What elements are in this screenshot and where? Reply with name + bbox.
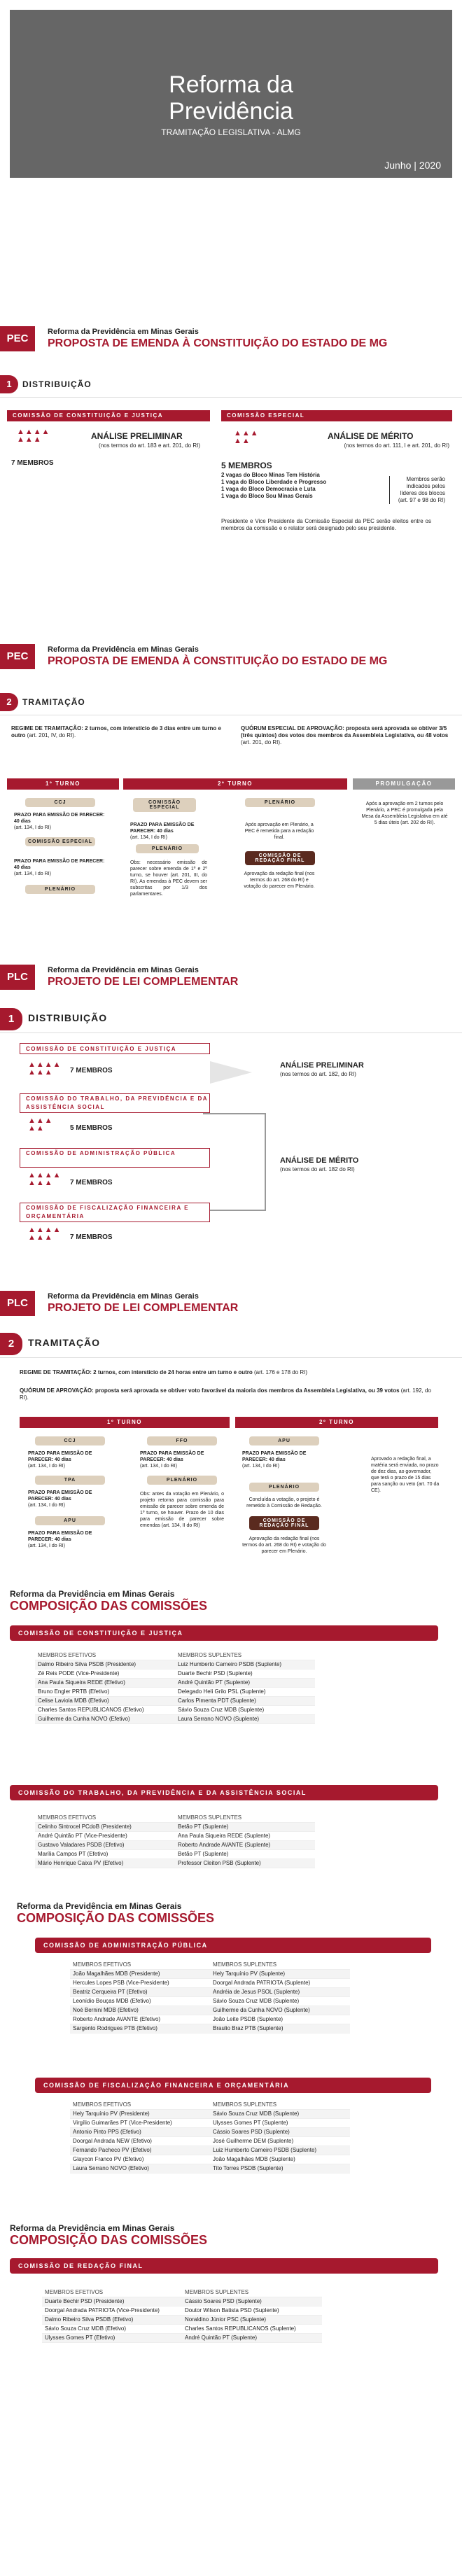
plenario3-text: Após aprovação em Plenário, a PEC é remetida para a redação final. bbox=[244, 822, 314, 840]
member-cell: Glaycon Franco PV (Efetivo) bbox=[70, 2155, 210, 2164]
plc-ccj-people: ▲▲▲▲ ▲▲▲ bbox=[28, 1060, 62, 1077]
table-row bbox=[42, 2297, 322, 2306]
table-row bbox=[42, 2315, 322, 2324]
member-cell: Gustavo Valadares PSDB (Efetivo) bbox=[35, 1840, 175, 1849]
plc-regime: REGIME DE TRAMITAÇÃO: 2 turnos, com interstício de 24 horas entre um turno e outro (art. 176 e 178 do RI) bbox=[20, 1369, 308, 1376]
member-cell: Cássio Soares PSD (Suplente) bbox=[182, 2297, 322, 2306]
special-ref: (art. 134, I do RI) bbox=[14, 872, 51, 876]
table-row bbox=[35, 1696, 315, 1705]
commission-ccj-table bbox=[35, 1651, 315, 1724]
commission-redacao-table bbox=[42, 2288, 322, 2343]
composition-title: COMPOSIÇÃO DAS COMISSÕES bbox=[17, 1911, 215, 1925]
member-cell: Zé Reis PODE (Vice-Presidente) bbox=[35, 1669, 175, 1678]
redacao-final-text: Aprovação da redação final (nos termos do art. 268 do RI) e votação do parecer em Plenário. bbox=[244, 872, 315, 889]
pec-tramitacao-header bbox=[0, 638, 462, 675]
member-cell: Noé Bernini MDB (Efetivo) bbox=[70, 2005, 210, 2015]
plc-admin-members: 7 MEMBROS bbox=[70, 1179, 113, 1186]
turno1-bar: 1º TURNO bbox=[7, 778, 119, 790]
plc-redacao-text: Aprovação da redação final (nos termos do art. 268 do RI) e votação do parecer em Plenário. bbox=[242, 1536, 326, 1554]
regime-text: REGIME DE TRAMITAÇÃO: 2 turnos, com interstício de 3 dias entre um turno e outro (art. 201, IV, do RI). bbox=[11, 725, 221, 738]
member-cell: João Magalhães MDB (Presidente) bbox=[70, 1969, 210, 1978]
composition-header-3 bbox=[10, 2223, 452, 2247]
special-analysis-note: (nos termos do art. 111, I e art. 201, do RI) bbox=[344, 442, 449, 449]
member-cell: Hely Tarquínio PV (Presidente) bbox=[70, 2109, 210, 2118]
table-row bbox=[70, 2118, 350, 2127]
member-cell: Sargento Rodrigues PTB (Efetivo) bbox=[70, 2024, 210, 2033]
member-cell: André Quintão PT (Suplente) bbox=[175, 1678, 315, 1687]
member-cell: Ana Paula Siqueira REDE (Suplente) bbox=[175, 1831, 315, 1840]
member-cell: João Leite PSDB (Suplente) bbox=[210, 2015, 350, 2024]
member-cell: Fernando Pacheco PV (Efetivo) bbox=[70, 2146, 210, 2155]
plc-merit-note: (nos termos do art. 182 do RI) bbox=[280, 1166, 355, 1172]
member-cell: Laura Serrano NOVO (Suplente) bbox=[175, 1714, 315, 1723]
member-cell: Bruno Engler PRTB (Efetivo) bbox=[35, 1687, 175, 1696]
ccj-analysis-note: (nos termos do art. 183 e art. 201, do RI) bbox=[99, 442, 200, 449]
member-cell: Delegado Heli Grilo PSL (Suplente) bbox=[175, 1687, 315, 1696]
table-row bbox=[35, 1831, 315, 1840]
special2-ref: (art. 134, I do RI) bbox=[130, 835, 167, 840]
table-row bbox=[35, 1705, 315, 1714]
member-cell: Doorgal Andrada PATRIOTA (Suplente) bbox=[210, 1978, 350, 1987]
member-cell: Noraldino Júnior PSC (Suplente) bbox=[182, 2315, 322, 2324]
member-cell: Doorgal Andrada PATRIOTA (Vice-Presidente) bbox=[42, 2306, 182, 2315]
commission-trabalho-bar: COMISSÃO DO TRABALHO, DA PREVIDÊNCIA E DA ASSISTÊNCIA SOCIAL bbox=[10, 1785, 438, 1800]
step-number: 1 bbox=[0, 375, 18, 393]
step-distribution bbox=[0, 372, 462, 398]
member-cell: Antonio Pinto PPS (Efetivo) bbox=[70, 2127, 210, 2136]
plc-ccj-bar: COMISSÃO DE CONSTITUIÇÃO E JUSTIÇA bbox=[20, 1043, 210, 1054]
step-number: 1 bbox=[0, 1008, 22, 1030]
member-cell: Carlos Pimenta PDT (Suplente) bbox=[175, 1696, 315, 1705]
column-header: MEMBROS SUPLENTES bbox=[210, 2100, 350, 2109]
composition-header bbox=[10, 1589, 452, 1613]
member-cell: Doorgal Andrada NEW (Efetivo) bbox=[70, 2136, 210, 2146]
plc-apu2-deadline: PRAZO PARA EMISSÃO DE PARECER: 40 dias bbox=[242, 1451, 307, 1462]
plenario3-pill: PLENÁRIO bbox=[245, 798, 315, 807]
plc-tpa-pill: TPA bbox=[35, 1476, 105, 1485]
plc-prelim-note: (nos termos do art. 182, do RI) bbox=[280, 1071, 356, 1077]
turno2-bar: 2º TURNO bbox=[123, 778, 347, 790]
plc-ffo-deadline: PRAZO PARA EMISSÃO DE PARECER: 40 dias bbox=[140, 1451, 204, 1462]
plenario2-pill: PLENÁRIO bbox=[136, 844, 199, 853]
redacao-final-pill: COMISSÃO DE REDAÇÃO FINAL bbox=[245, 851, 315, 865]
table-row bbox=[70, 2005, 350, 2015]
table-row bbox=[70, 1996, 350, 2005]
member-cell: Tito Torres PSDB (Suplente) bbox=[210, 2164, 350, 2173]
member-cell: Marília Campos PT (Efetivo) bbox=[35, 1849, 175, 1858]
pec-distribution-header bbox=[0, 321, 462, 357]
quorum-text: QUÓRUM ESPECIAL DE APROVAÇÃO: proposta será aprovada se obtiver 3/5 (três quintos) dos votos dos membros da Assembleia Legislativa, ou 48 votos (art. 201, do RI). bbox=[241, 725, 449, 746]
table-row bbox=[42, 2324, 322, 2333]
member-cell: Hercules Lopes PSB (Vice-Presidente) bbox=[70, 1978, 210, 1987]
plenario-pill: PLENÁRIO bbox=[25, 885, 95, 894]
promulgacao-text: Após a aprovação em 2 turnos pelo Plenário, a PEC é promulgada pela Mesa da Assembleia Legislativa em até 5 dias úteis (art. 202 do RI). bbox=[361, 802, 448, 825]
table-row bbox=[70, 1969, 350, 1978]
table-row bbox=[70, 2146, 350, 2155]
plc-ccj-members: 7 MEMBROS bbox=[70, 1067, 113, 1074]
composition-title: COMPOSIÇÃO DAS COMISSÕES bbox=[10, 1599, 208, 1613]
commission-trabalho-table bbox=[35, 1813, 315, 1868]
member-cell: Mário Henrique Caixa PV (Efetivo) bbox=[35, 1858, 175, 1868]
composition-kicker: Reforma da Previdência em Minas Gerais bbox=[10, 2223, 175, 2233]
table-header-row bbox=[35, 1651, 315, 1660]
step-label: DISTRIBUIÇÃO bbox=[22, 379, 92, 389]
composition-kicker: Reforma da Previdência em Minas Gerais bbox=[17, 1901, 182, 1911]
column-header: MEMBROS SUPLENTES bbox=[210, 1960, 350, 1969]
commission-ffo-table bbox=[70, 2100, 350, 2174]
member-cell: André Quintão PT (Vice-Presidente) bbox=[35, 1831, 175, 1840]
table-header-row bbox=[70, 2100, 350, 2109]
plc-apu-deadline: PRAZO PARA EMISSÃO DE PARECER: 40 dias bbox=[28, 1531, 92, 1542]
member-cell: Duarte Bechir PSD (Presidente) bbox=[42, 2297, 182, 2306]
section-kicker: Reforma da Previdência em Minas Gerais bbox=[48, 645, 199, 654]
member-cell: Virgílio Guimarães PT (Vice-Presidente) bbox=[70, 2118, 210, 2127]
member-cell: Ana Paula Siqueira REDE (Efetivo) bbox=[35, 1678, 175, 1687]
member-cell: Cássio Soares PSD (Suplente) bbox=[210, 2127, 350, 2136]
member-cell: Ulysses Gomes PT (Suplente) bbox=[210, 2118, 350, 2127]
step-plc-tramitacao bbox=[0, 1330, 462, 1358]
step-number: 2 bbox=[0, 1333, 22, 1355]
step-plc-distribution bbox=[0, 1005, 462, 1033]
plc-turno1: 1º TURNO bbox=[20, 1417, 230, 1428]
merit-bracket bbox=[203, 1113, 266, 1211]
plc-turno2: 2º TURNO bbox=[235, 1417, 438, 1428]
commission-admin-bar: COMISSÃO DE ADMINISTRAÇÃO PÚBLICA bbox=[35, 1938, 431, 1953]
member-cell: Roberto Andrade AVANTE (Suplente) bbox=[175, 1840, 315, 1849]
table-row bbox=[70, 2127, 350, 2136]
table-row bbox=[70, 2109, 350, 2118]
step-label: TRAMITAÇÃO bbox=[22, 697, 85, 707]
member-cell: Sávio Souza Cruz MDB (Suplente) bbox=[210, 2109, 350, 2118]
plc-apu-pill: APU bbox=[35, 1516, 105, 1525]
table-row bbox=[70, 2015, 350, 2024]
plc-apu2-pill: APU bbox=[249, 1436, 319, 1446]
special-deadline: PRAZO PARA EMISSÃO DE PARECER: 40 dias bbox=[14, 859, 105, 870]
plc-ccj-ref: (art. 134, I do RI) bbox=[28, 1464, 65, 1469]
cover-date: Junho | 2020 bbox=[384, 160, 441, 171]
column-header: MEMBROS SUPLENTES bbox=[175, 1651, 315, 1660]
table-row bbox=[70, 2164, 350, 2173]
member-cell: Braulio Braz PTB (Suplente) bbox=[210, 2024, 350, 2033]
section-title: PROJETO DE LEI COMPLEMENTAR bbox=[48, 1302, 239, 1314]
member-cell: Beatriz Cerqueira PT (Efetivo) bbox=[70, 1987, 210, 1996]
member-cell: Sávio Souza Cruz MDB (Suplente) bbox=[175, 1705, 315, 1714]
special-people-icons: ▲▲▲ ▲▲ bbox=[234, 429, 259, 445]
ccj-deadline: PRAZO PARA EMISSÃO DE PARECER: 40 dias bbox=[14, 813, 105, 824]
section-kicker: Reforma da Previdência em Minas Gerais bbox=[48, 966, 199, 974]
special2-pill: COMISSÃO ESPECIAL bbox=[133, 798, 196, 812]
table-row bbox=[70, 2155, 350, 2164]
member-cell: Sávio Souza Cruz MDB (Suplente) bbox=[210, 1996, 350, 2005]
table-row bbox=[35, 1669, 315, 1678]
column-header: MEMBROS EFETIVOS bbox=[70, 2100, 210, 2109]
cover-title: Reforma da Previdência bbox=[169, 71, 293, 125]
pec-tag: PEC bbox=[0, 326, 35, 351]
ccj-members: 7 MEMBROS bbox=[11, 459, 54, 467]
member-cell: José Guilherme DEM (Suplente) bbox=[210, 2136, 350, 2146]
member-cell: Guilherme da Cunha NOVO (Suplente) bbox=[210, 2005, 350, 2015]
column-header: MEMBROS EFETIVOS bbox=[35, 1813, 175, 1822]
ccj-ref: (art. 134, I do RI) bbox=[14, 825, 51, 830]
step-tramitacao bbox=[0, 690, 462, 715]
plc-ffo-ref: (art. 134, I do RI) bbox=[140, 1464, 177, 1469]
member-cell: Hely Tarquínio PV (Suplente) bbox=[210, 1969, 350, 1978]
table-row bbox=[35, 1687, 315, 1696]
member-cell: Dalmo Ribeiro Silva PSDB (Presidente) bbox=[35, 1660, 175, 1669]
table-header-row bbox=[70, 1960, 350, 1969]
ccj-bar: COMISSÃO DE CONSTITUIÇÃO E JUSTIÇA bbox=[7, 410, 210, 421]
member-cell: Laura Serrano NOVO (Efetivo) bbox=[70, 2164, 210, 2173]
column-header: MEMBROS EFETIVOS bbox=[70, 1960, 210, 1969]
plc-admin-people: ▲▲▲▲ ▲▲▲ bbox=[28, 1171, 62, 1187]
plc-ffo-members: 7 MEMBROS bbox=[70, 1233, 113, 1241]
member-cell: Charles Santos REPUBLICANOS (Suplente) bbox=[182, 2324, 322, 2333]
plc-quorum: QUÓRUM DE APROVAÇÃO: proposta será aprovada se obtiver voto favorável da maioria dos membros da Assembleia Legislativa, ou 39 votos (art. 192, do RI). bbox=[20, 1387, 431, 1401]
step-label: DISTRIBUIÇÃO bbox=[28, 1012, 108, 1023]
table-row bbox=[35, 1714, 315, 1723]
plc-tramitacao-header bbox=[0, 1285, 462, 1322]
table-row bbox=[70, 2024, 350, 2033]
member-cell: André Quintão PT (Suplente) bbox=[182, 2333, 322, 2342]
plc-tpa-deadline: PRAZO PARA EMISSÃO DE PARECER: 40 dias bbox=[28, 1490, 92, 1502]
member-cell: Betão PT (Suplente) bbox=[175, 1849, 315, 1858]
special-side-note: Membros serão indicados pelos líderes dos blocos (art. 97 e 98 do RI) bbox=[389, 476, 445, 504]
plc-ffo-bar: COMISSÃO DE FISCALIZAÇÃO FINANCEIRA E ORÇAMENTÁRIA bbox=[20, 1203, 210, 1222]
member-cell: João Magalhães MDB (Suplente) bbox=[210, 2155, 350, 2164]
plc-tag: PLC bbox=[0, 965, 35, 990]
member-cell: Celise Laviola MDB (Efetivo) bbox=[35, 1696, 175, 1705]
column-header: MEMBROS EFETIVOS bbox=[35, 1651, 175, 1660]
plc-merit-title: ANÁLISE DE MÉRITO bbox=[280, 1156, 359, 1165]
plc-apu-ref: (art. 134, I do RI) bbox=[28, 1544, 65, 1548]
special-bar: COMISSÃO ESPECIAL bbox=[221, 410, 452, 421]
plc-admin-bar: COMISSÃO DE ADMINISTRAÇÃO PÚBLICA bbox=[20, 1148, 210, 1168]
commission-ffo-bar: COMISSÃO DE FISCALIZAÇÃO FINANCEIRA E ORÇAMENTÁRIA bbox=[35, 2078, 431, 2093]
table-row bbox=[35, 1849, 315, 1858]
composition-title: COMPOSIÇÃO DAS COMISSÕES bbox=[10, 2233, 208, 2247]
plc-plenario-pill: PLENÁRIO bbox=[147, 1476, 217, 1485]
plc-trabalho-bar: COMISSÃO DO TRABALHO, DA PREVIDÊNCIA E DA ASSISTÊNCIA SOCIAL bbox=[20, 1093, 210, 1113]
member-cell: Celinho Sintrocel PCdoB (Presidente) bbox=[35, 1822, 175, 1831]
plc-apu2-ref: (art. 134, I do RI) bbox=[242, 1464, 279, 1469]
plc-ccj-pill: CCJ bbox=[35, 1436, 105, 1446]
member-cell: Leonídio Bouças MDB (Efetivo) bbox=[70, 1996, 210, 2005]
cover-banner bbox=[10, 10, 452, 178]
column-header: MEMBROS SUPLENTES bbox=[182, 2288, 322, 2297]
step-number: 2 bbox=[0, 693, 18, 711]
special-pill: COMISSÃO ESPECIAL bbox=[25, 837, 95, 846]
amendment-note: Obs: necessário emissão de parecer sobre emenda de 1º e 2º turno, se houver (art. 201, III, do RI). As emendas à PEC devem ser subscritas por 1/3 dos parlamentares. bbox=[130, 860, 207, 897]
promulgacao-bar: PROMULGAÇÃO bbox=[353, 778, 455, 790]
member-cell: Guilherme da Cunha NOVO (Efetivo) bbox=[35, 1714, 175, 1723]
member-cell: Doutor Wilson Batista PSD (Suplente) bbox=[182, 2306, 322, 2315]
member-cell: Ulysses Gomes PT (Efetivo) bbox=[42, 2333, 182, 2342]
special-members: 5 MEMBROS bbox=[221, 461, 272, 470]
plc-side-note: Aprovado a redação final, a matéria será enviada, no prazo de dez dias, ao governador, que terá o prazo de 15 dias para sanção ou veto (art. 70 da CE). bbox=[371, 1457, 440, 1493]
plc-tag: PLC bbox=[0, 1291, 35, 1316]
composition-kicker: Reforma da Previdência em Minas Gerais bbox=[10, 1589, 175, 1599]
plc-tpa-ref: (art. 134, I do RI) bbox=[28, 1503, 65, 1508]
column-header: MEMBROS EFETIVOS bbox=[42, 2288, 182, 2297]
table-row bbox=[70, 1987, 350, 1996]
member-cell: Luiz Humberto Carneiro PSDB (Suplente) bbox=[175, 1660, 315, 1669]
arrow-icon bbox=[210, 1061, 252, 1084]
plc-plenario2-pill: PLENÁRIO bbox=[249, 1483, 319, 1492]
section-kicker: Reforma da Previdência em Minas Gerais bbox=[48, 328, 199, 336]
member-cell: Charles Santos REPUBLICANOS (Efetivo) bbox=[35, 1705, 175, 1714]
member-cell: Professor Cleiton PSB (Suplente) bbox=[175, 1858, 315, 1868]
member-cell: Dalmo Ribeiro Silva PSDB (Efetivo) bbox=[42, 2315, 182, 2324]
table-row bbox=[42, 2306, 322, 2315]
commission-redacao-bar: COMISSÃO DE REDAÇÃO FINAL bbox=[10, 2258, 438, 2274]
member-cell: Sávio Souza Cruz MDB (Efetivo) bbox=[42, 2324, 182, 2333]
special-vacancies: 2 vagas do Bloco Minas Tem História 1 vaga do Bloco Liberdade e Progresso 1 vaga do Bloco Democracia e Luta 1 vaga do Bloco Sou Minas Gerais bbox=[221, 472, 327, 499]
section-title: PROJETO DE LEI COMPLEMENTAR bbox=[48, 976, 239, 988]
table-row bbox=[35, 1678, 315, 1687]
member-cell: Betão PT (Suplente) bbox=[175, 1822, 315, 1831]
section-title: PROPOSTA DE EMENDA À CONSTITUIÇÃO DO ESTADO DE MG bbox=[48, 337, 388, 349]
plc-plenario2-text: Concluída a votação, o projeto é remetido à Comissão de Redação. bbox=[246, 1497, 322, 1508]
table-row bbox=[35, 1822, 315, 1831]
section-kicker: Reforma da Previdência em Minas Gerais bbox=[48, 1292, 199, 1301]
table-row bbox=[70, 1978, 350, 1987]
plc-ffo-people: ▲▲▲▲ ▲▲▲ bbox=[28, 1226, 62, 1242]
plc-trabalho-members: 5 MEMBROS bbox=[70, 1124, 113, 1132]
table-header-row bbox=[35, 1813, 315, 1822]
table-row bbox=[35, 1858, 315, 1868]
table-row bbox=[35, 1840, 315, 1849]
member-cell: Luiz Humberto Carneiro PSDB (Suplente) bbox=[210, 2146, 350, 2155]
cover-subtitle: TRAMITAÇÃO LEGISLATIVA - ALMG bbox=[161, 127, 301, 137]
ccj-pill: CCJ bbox=[25, 798, 95, 807]
step-label: TRAMITAÇÃO bbox=[28, 1337, 101, 1348]
table-row bbox=[42, 2333, 322, 2342]
pec-tag: PEC bbox=[0, 644, 35, 669]
member-cell: Andréia de Jesus PSOL (Suplente) bbox=[210, 1987, 350, 1996]
plc-ccj-deadline: PRAZO PARA EMISSÃO DE PARECER: 40 dias bbox=[28, 1451, 92, 1462]
special2-deadline: PRAZO PARA EMISSÃO DE PARECER: 40 dias bbox=[130, 822, 195, 834]
plc-ffo-pill: FFO bbox=[147, 1436, 217, 1446]
plc-distribution-header bbox=[0, 959, 462, 995]
member-cell: Roberto Andrade AVANTE (Efetivo) bbox=[70, 2015, 210, 2024]
plc-amendment-note: Obs: antes da votação em Plenário, o projeto retorna para comissão para emissão de parecer sobre emenda de 1º turno, se houver. Prazo de 10 dias para emissão de parecer sobre emendas (art. 134, II do RI) bbox=[140, 1492, 224, 1528]
plc-prelim-title: ANÁLISE PRELIMINAR bbox=[280, 1061, 364, 1070]
ccj-analysis-title: ANÁLISE PRELIMINAR bbox=[91, 431, 183, 441]
section-title: PROPOSTA DE EMENDA À CONSTITUIÇÃO DO ESTADO DE MG bbox=[48, 655, 388, 667]
special-analysis-title: ANÁLISE DE MÉRITO bbox=[328, 431, 414, 441]
table-row bbox=[70, 2136, 350, 2146]
ccj-people-icons: ▲▲▲▲ ▲▲▲ bbox=[17, 428, 50, 444]
table-row bbox=[35, 1660, 315, 1669]
composition-header-2 bbox=[17, 1901, 459, 1925]
plc-redacao-pill: COMISSÃO DE REDAÇÃO FINAL bbox=[249, 1516, 319, 1530]
commission-admin-table bbox=[70, 1960, 350, 2033]
column-header: MEMBROS SUPLENTES bbox=[175, 1813, 315, 1822]
table-header-row bbox=[42, 2288, 322, 2297]
plc-trabalho-people: ▲▲▲ ▲▲ bbox=[28, 1116, 53, 1133]
member-cell: Duarte Bechir PSD (Suplente) bbox=[175, 1669, 315, 1678]
special-president-note: Presidente e Vice Presidente da Comissão Especial da PEC serão eleitos entre os membros da comissão e o relator será designado pelo seu presidente. bbox=[221, 518, 431, 531]
commission-ccj-bar: COMISSÃO DE CONSTITUIÇÃO E JUSTIÇA bbox=[10, 1625, 438, 1641]
